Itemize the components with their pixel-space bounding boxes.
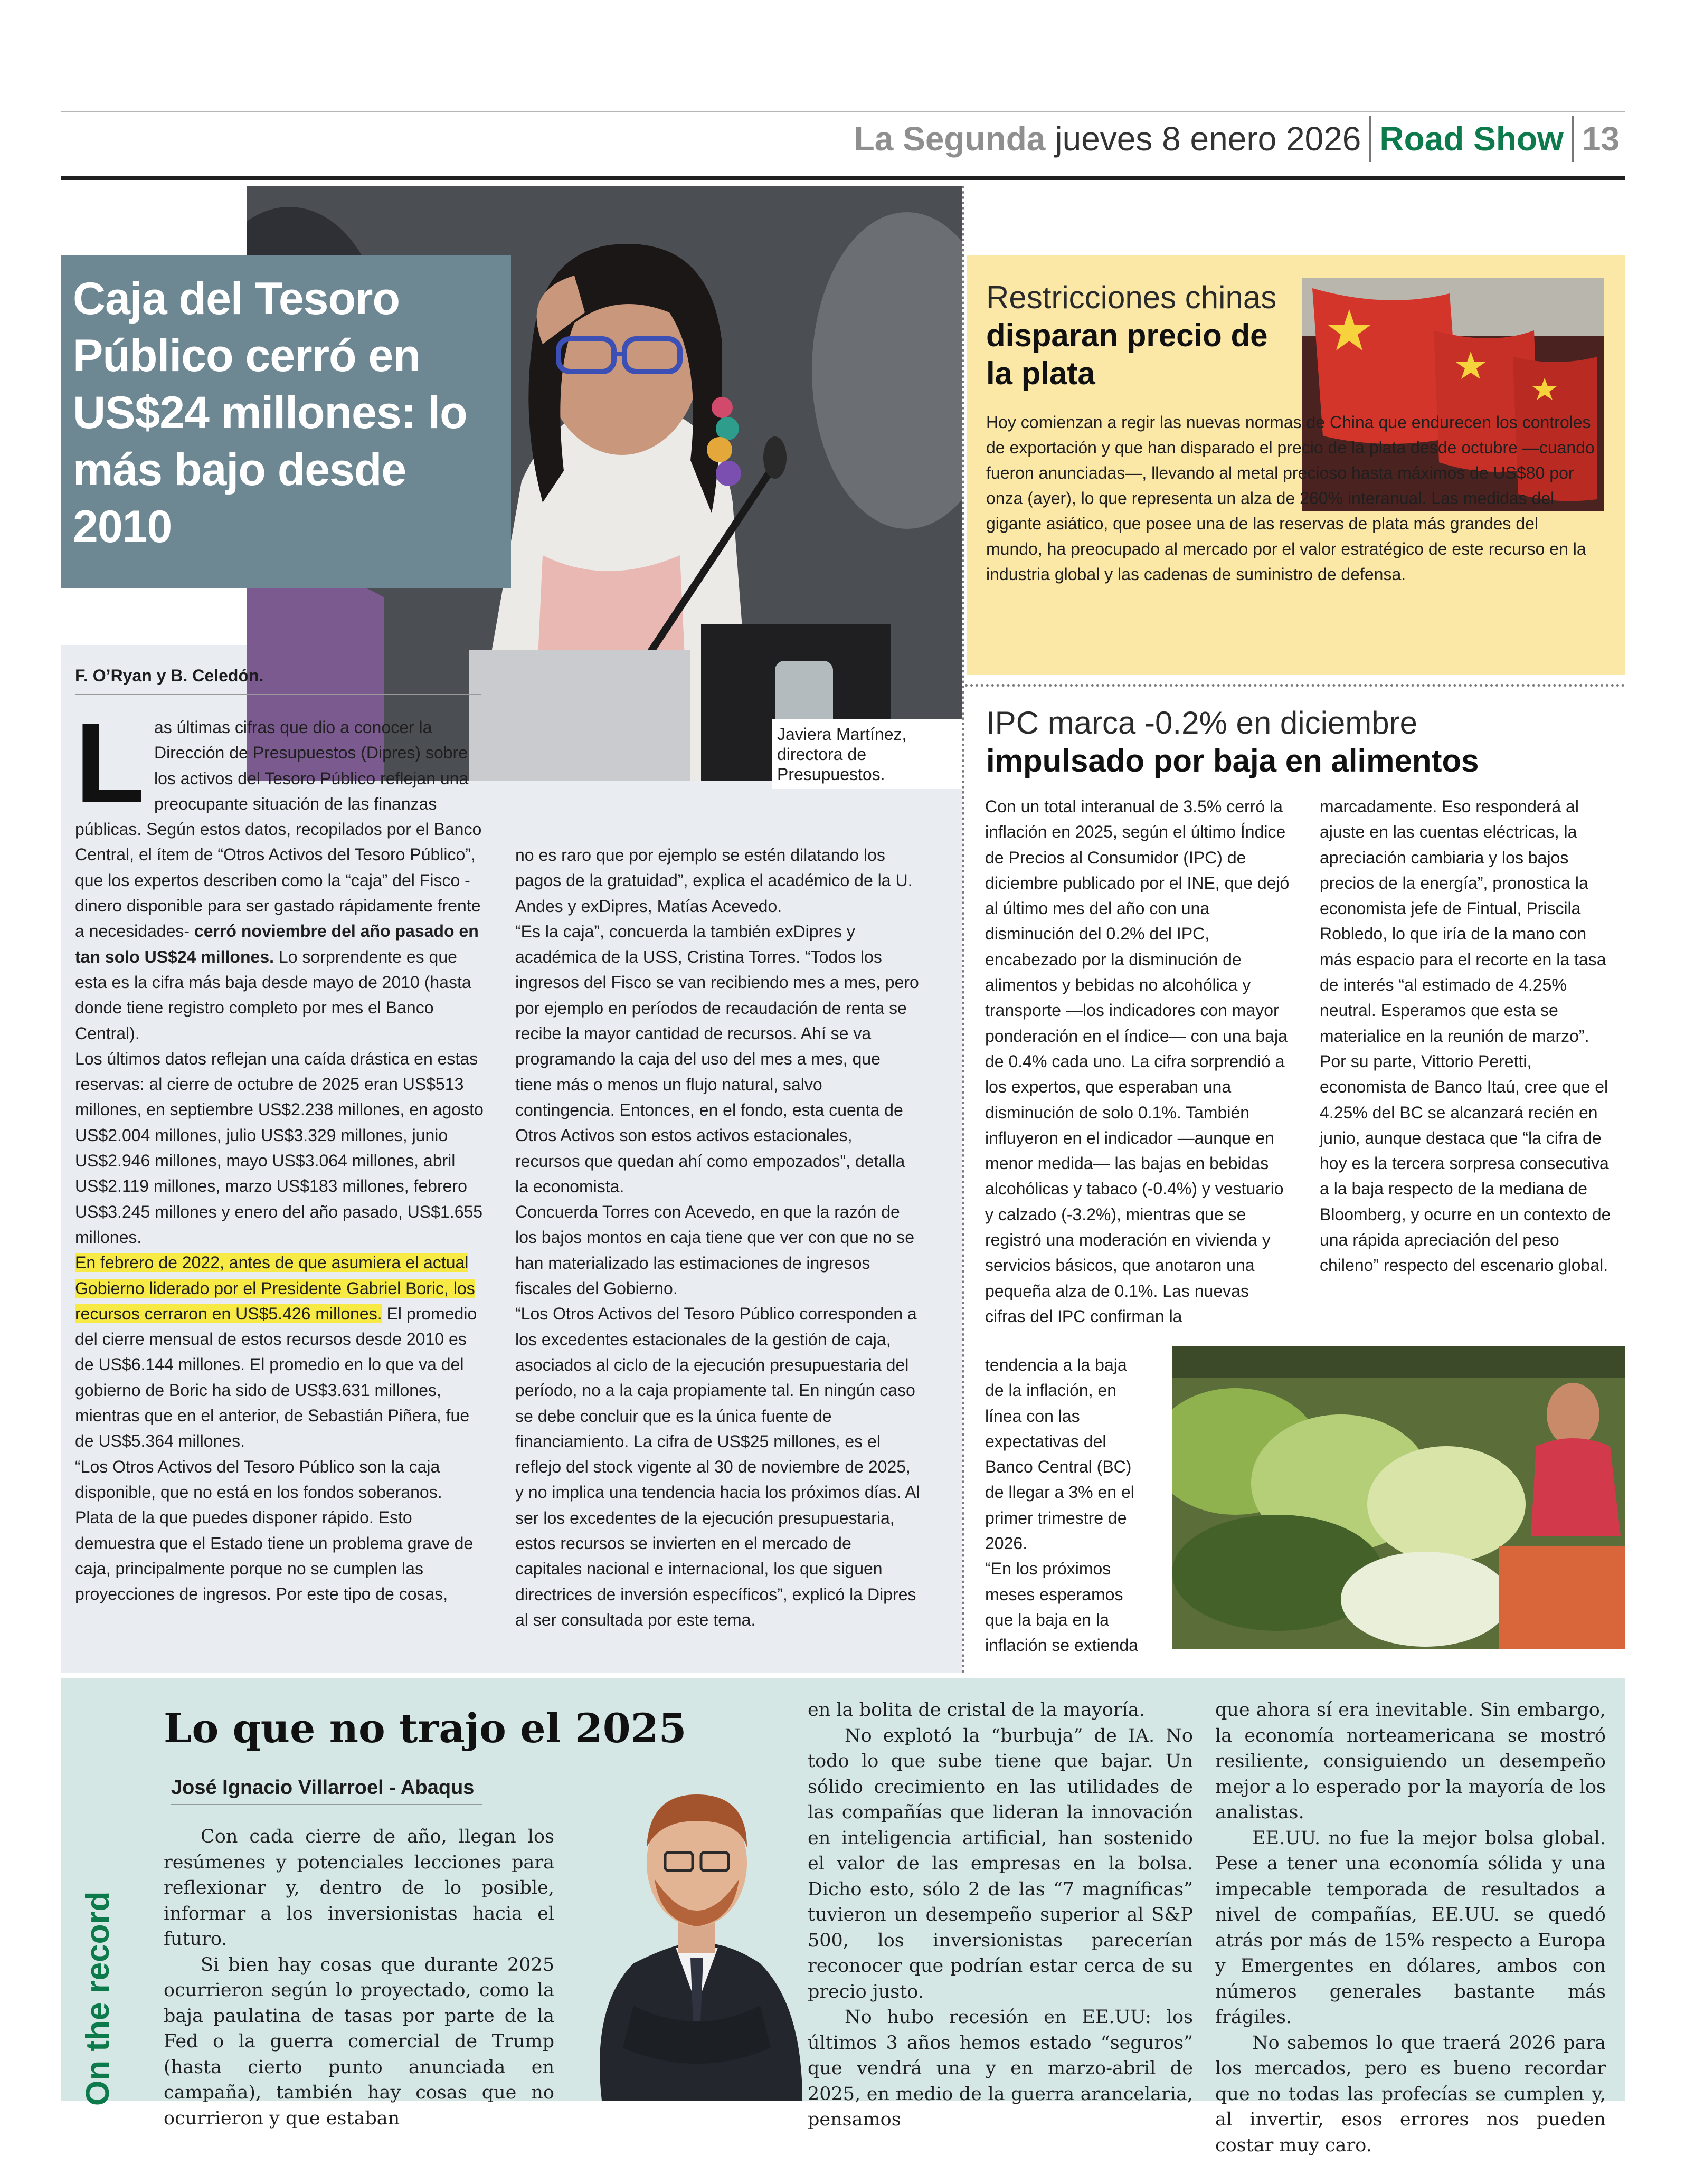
ipc-paragraph-1: Con un total interanual de 3.5% cerró la inflación en 2025, según el último Índice de Precios al Consumidor (IPC) de diciembre publicado por el INE, que dejó al último mes del año con una disminución del 0.2% del IPC, encabezado por la disminución de alimentos y bebidas no alcohólica y transporte —los indicadores con mayor ponderación en el índice— con una baja de 0.4% cada uno. La cifra sorprendió a los expertos, que esperaban una disminución de solo 0.1%. También influyeron en el indicador —aunque en menor medida— las bajas en bebidas alcohólicas y tabaco (-0.4%) y vestuario y calzado (-3.2%), mientras que se registró una moderación en vivienda y servicios básicos, que anotaron una pequeña alza de 0.1%. Las nuevas cifras del IPC confirman la [985,797,1290,1326]
ipc-column-1 [985,794,1290,1329]
opinion-col1-paragraph-1: Con cada cierre de año, llegan los resúmenes y potenciales lecciones para reflexionar y, dentro de lo posible, informar a los inversionistas hacia el futuro. [164,1826,554,1950]
issue-date: jueves 8 enero 2026 [1055,120,1361,158]
lead-bold-figure: cerró noviembre del año pasado en tan solo US$24 millones. [75,922,479,966]
silver-body: Hoy comienzan a regir las nuevas normas de China que endurecen los controles de exportación y que han disparado el precio de la plata desde octubre —cuando fueron anunciadas—, llevando al metal precioso hasta máximos de US$80 por onza (ayer), lo que representa un alza de 260% interanual. Las medidas del gigante asiático, que posee una de las reservas de plata más grandes del mundo, ha preocupado al mercado por el valor estratégico de este recurso en la industria global y las cadenas de suministro de defensa. [986,413,1595,584]
section-tag-text: On the record [80,1891,116,2106]
column-separator [962,186,964,1674]
ipc-headline-light: IPC marca -0.2% en diciembre [986,705,1417,740]
opinion-col2-paragraph-3: No hubo recesión en EE.UU: los últimos 3 años hemos estado “seguros” que vendrá una y en marzo-abril de 2025, en medio de la guerra arancelaria, pensamos [808,2007,1193,2130]
ipc-paragraph-3: “En los próximos meses esperamos que la baja en la inflación se extienda [985,1559,1138,1655]
ipc-headline-bold: impulsado por baja en alimentos [986,743,1479,778]
photo-caption: Javiera Martínez, directora de Presupuestos. [772,719,962,789]
highlighted-text: En febrero de 2022, antes de que asumiera el actual Gobierno liderado por el Presidente Gabriel Boric, los recursos cerraron en US$5.426 millones. [75,1253,475,1323]
ipc-col2-paragraph-2: Por su parte, Vittorio Peretti, economista de Banco Itaú, cree que el 4.25% del BC se alcanzará recién en junio, aunque destaca que “la cifra de hoy es la tercera sorpresa consecutiva a la baja respecto de la mediana de Bloomberg, y ocurre en un contexto de una rápida apreciación del peso chileno” respecto del escenario global. [1320,1051,1611,1275]
silver-headline-light: Restricciones chinas [986,280,1277,315]
lead-col2-paragraph-2: “Es la caja”, concuerda la también exDipres y académica de la USS, Cristina Torres. “Todos los ingresos del Fisco se van recibiendo mes a mes, pero por ejemplo en períodos de recaudación de renta se recibe la mayor cantidad de recursos. Ahí se va programando la caja del uso del mes a mes, que tiene más o menos un flujo natural, salvo contingencia. Entonces, en el fondo, esta cuenta de Otros Activos son estos activos estacionales, recursos que quedan ahí como empozados”, detalla la economista. [515,922,919,1196]
lead-paragraph-4: “Los Otros Activos del Tesoro Público son la caja disponible, que no está en los fondos soberanos. Plata de la que puedes disponer rápido. Esto demuestra que el Estado tiene un problema grave de caja, principalmente porque no se cumplen las proyecciones de ingresos. Por este tipo de cosas, [75,1457,474,1604]
opinion-col1-paragraph-2: Si bien hay cosas que durante 2025 ocurrieron según lo proyectado, como la baja paulatina de tasas por parte de la Fed o la guerra comercial de Trump (hasta cierto punto anunciada en campaña), también hay cosas que no ocurrieron y que estaban [164,1954,554,2129]
newspaper-name: La Segunda [854,120,1046,158]
silver-headline [986,279,1282,393]
lead-col2-paragraph-3: Concuerda Torres con Acevedo, en que la razón de los bajos montos en caja tiene que ver con que no se han materializado las estimaciones de ingresos fiscales del Gobierno. [515,1202,915,1298]
lead-paragraph-tail: Lo sorprendente es que esta es la cifra más baja desde mayo de 2010 (hasta donde tiene registro completo por mes el Banco Central). [75,947,471,1043]
lead-column-2 [515,842,922,1632]
opinion-byline: José Ignacio Villarroel - Abaqus [171,1777,475,1799]
lead-col2-paragraph-1: no es raro que por ejemplo se estén dilatando los pagos de la gratuidad”, explica el académico de la U. Andes y exDipres, Matías Acevedo. [515,846,913,916]
masthead [854,115,1620,163]
lead-paragraph-1 [75,699,484,1046]
opinion-column-2 [808,1697,1193,2133]
market-illustration [1172,1346,1625,1649]
lead-paragraph-2: Los últimos datos reflejan una caída drástica en estas reservas: al cierre de octubre de 2025 eran US$513 millones, en septiembre US$2.238 millones, en agosto US$2.004 millones, julio US$3.329 millones, junio US$2.946 millones, mayo US$3.064 millones, abril US$2.119 millones, marzo US$183 millones, febrero US$3.245 millones y enero del año pasado, US$1.655 millones. [75,1049,484,1247]
lead-paragraph-3 [75,1250,484,1454]
author-portrait [570,1710,823,2101]
opinion-column-1 [164,1824,554,2131]
masthead-rule [61,176,1625,180]
lead-column-1 [75,699,484,1607]
opinion-col2-paragraph-2: No explotó la “burbuja” de IA. No todo lo que sube tiene que bajar. Un sólido crecimiento en las utilidades de las compañías que lideran la innovación en inteligencia artificial, han sostenido el valor de las empresas en la bolsa. Dicho esto, sólo 2 de las “7 magníficas” tuvieron un desempeño superior al S&P 500, los inversionistas parecerían reconocer que podrían estar cerca de su precio justo. [808,1725,1193,2002]
lead-headline: Caja del Tesoro Público cerró en US$24 millones: lo más bajo desde 2010 [73,273,467,552]
ipc-paragraph-2: tendencia a la baja de la inflación, en línea con las expectativas del Banco Central (BC) de llegar a 3% en el primer trimestre de 2026. [985,1355,1134,1553]
lead-byline: F. O’Ryan y B. Celedón. [75,666,264,685]
masthead-divider [1572,116,1574,162]
ipc-headline [986,704,1609,780]
ipc-col2-paragraph-1: marcadamente. Eso responderá al ajuste en las cuentas eléctricas, la apreciación cambiaria y los bajos precios de la energía”, pronostica la economista jefe de Fintual, Priscila Robledo, lo que iría de la mano con más espacio para el recorte en la tasa de interés “al estimado de 4.25% neutral. Esperamos que esta se materialice en la reunión de marzo”. [1320,797,1606,1046]
opinion-col3-paragraph-1: que ahora sí era inevitable. Sin embargo, la economía norteamericana se mostró resiliente, consiguiendo un desempeño mejor a lo esperado por la mayoría de los analistas. [1215,1699,1606,1823]
top-rule [61,111,1625,112]
masthead-divider [1369,116,1371,162]
lead-col2-paragraph-4: “Los Otros Activos del Tesoro Público corresponden a los excedentes estacionales de la gestión de caja, asociados al ciclo de la ejecución presupuestaria del período, no a la caja propiamente tal. En ningún caso se debe concluir que es la única fuente de financiamiento. La cifra de US$25 millones, es el reflejo del stock vigente al 30 de noviembre de 2025, y no implica una tendencia hacia los próximos días. Al ser los excedentes de la ejecución presupuestaria, estos recursos se invierten en el mercado de capitales nacional e internacional, los que siguen directrices de inversión específicos”, explicó la Dipres al ser consultada por este tema. [515,1304,920,1629]
opinion-byline-divider [171,1804,482,1805]
silver-headline-bold: disparan precio de la plata [986,318,1268,391]
man-in-suit-image [570,1710,823,2101]
opinion-col3-paragraph-3: No sabemos lo que traerá 2026 para los mercados, pero es bueno recordar que no todas las profecías se cumplen y, al invertir, esos errores nos pueden costar muy caro. [1215,2032,1606,2156]
page-number: 13 [1582,120,1620,158]
ipc-column-2 [1320,794,1615,1278]
lead-paragraph-text: as últimas cifras que dio a conocer la Dirección de Presupuestos (Dipres) sobre los activos del Tesoro Público reflejan una preocupante situación de las finanzas públicas. Según estos datos, recopilados por el Banco Central, el ítem de “Otros Activos del Tesoro Público”, que los expertos describen como la “caja” del Fisco -dinero disponible para ser gastado rápidamente frente a necesidades- [75,718,482,941]
opinion-col2-paragraph-1: en la bolita de cristal de la mayoría. [808,1699,1145,1721]
section-name: Road Show [1379,120,1564,158]
opinion-column-3 [1215,1697,1606,2158]
vegetable-market-image [1172,1346,1625,1649]
ipc-column-1-narrow [985,1352,1143,1658]
drop-cap: L [75,699,145,827]
byline-divider [75,694,481,695]
lead-paragraph-3-tail: El promedio del cierre mensual de estos recursos desde 2010 es de US$6.144 millones. El promedio en lo que va del gobierno de Boric ha sido de US$3.631 millones, mientras que en el anterior, de Sebastián Piñera, fue de US$5.364 millones. [75,1304,477,1451]
opinion-title: Lo que no trajo el 2025 [164,1705,687,1752]
opinion-col3-paragraph-2: EE.UU. no fue la mejor bolsa global. Pese a tener una economía sólida y una impecable temporada de resultados a nivel de compañías, EE.UU. se quedó atrás por más de 15% respecto a Europa y Emergentes en dólares, ambos con números generales bastante más frágiles. [1215,1827,1606,2028]
story-separator [965,684,1625,687]
